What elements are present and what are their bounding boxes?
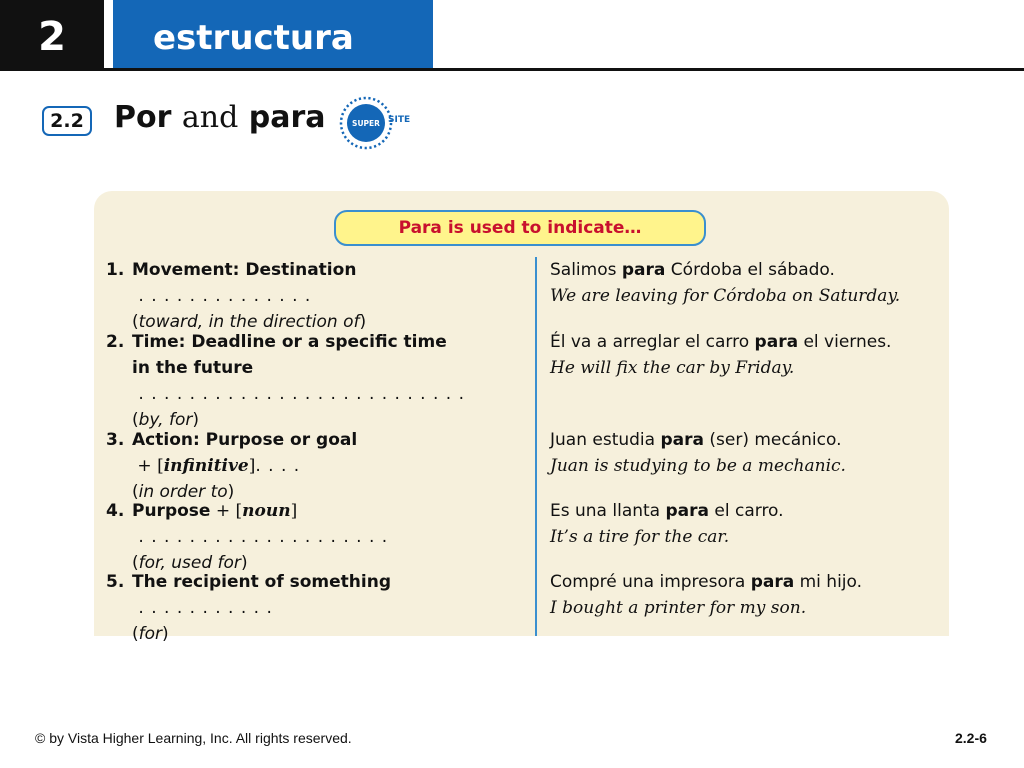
copyright-notice: © by Vista Higher Learning, Inc. All rights reserved.: [35, 730, 352, 746]
usage-gloss-line: (by, for): [132, 410, 199, 430]
supersite-logo-icon[interactable]: [338, 95, 411, 151]
usage-table-card: [94, 191, 949, 644]
usage-row-left: [106, 569, 516, 647]
supersite-label-b: SITE: [388, 115, 411, 125]
usage-row-left: [106, 329, 516, 433]
english-translation: I bought a printer for my son.: [550, 598, 807, 618]
row-number: 2.: [106, 332, 125, 352]
row-number: 4.: [106, 501, 125, 521]
usage-gloss-line: (for): [132, 624, 169, 644]
example-row: [550, 329, 940, 381]
section-number-badge: 2.2: [42, 106, 92, 136]
example-row: [550, 427, 940, 479]
usage-row-left: [106, 257, 516, 335]
row-number: 3.: [106, 430, 125, 450]
example-row: [550, 569, 940, 621]
usage-label-line: Movement: Destination . . . . . . . . . . . . . .: [132, 260, 357, 306]
column-divider: [535, 257, 537, 636]
usage-gloss-line: (in order to): [132, 482, 235, 502]
page-title: [114, 100, 326, 135]
spanish-example: Juan estudia para (ser) mecánico.: [550, 430, 842, 450]
pill-rest: is used to indicate…: [441, 218, 642, 238]
english-translation: We are leaving for Córdoba on Saturday.: [550, 286, 901, 306]
pill-keyword: Para: [398, 218, 442, 238]
spanish-example: Él va a arreglar el carro para el viernes.: [550, 332, 892, 352]
spanish-example: Compré una impresora para mi hijo.: [550, 572, 863, 592]
usage-gloss-line: (for, used for): [132, 553, 248, 573]
supersite-label-a: SUPER: [352, 119, 380, 128]
usage-label-line: in the future . . . . . . . . . . . . . . . . . . . . . . . . . .: [132, 358, 465, 404]
section-tab-estructura: estructura: [113, 0, 433, 70]
spanish-example: Es una llanta para el carro.: [550, 501, 784, 521]
usage-label-line: Time: Deadline or a specific time: [132, 332, 447, 352]
usage-gloss-line: (toward, in the direction of): [132, 312, 367, 332]
example-row: [550, 257, 940, 309]
slide-number: 2.2-6: [955, 730, 987, 746]
row-number: 1.: [106, 260, 125, 280]
title-word-para: para: [248, 100, 326, 135]
usage-row-left: [106, 498, 516, 576]
usage-row-left: [106, 427, 516, 505]
title-word-and: and: [181, 100, 239, 135]
usage-label-line: The recipient of something . . . . . . . . . . .: [132, 572, 392, 618]
english-translation: He will fix the car by Friday.: [550, 358, 795, 378]
header-rule: [0, 68, 1024, 71]
english-translation: Juan is studying to be a mechanic.: [550, 456, 846, 476]
usage-label-line: Purpose + [noun] . . . . . . . . . . . . . . . . . . . .: [132, 501, 389, 547]
example-row: [550, 498, 940, 550]
chapter-number: 2: [0, 0, 104, 70]
usage-heading-pill: [334, 210, 706, 246]
usage-label-line: Action: Purpose or goal + [infinitive]. . . .: [132, 430, 358, 476]
spanish-example: Salimos para Córdoba el sábado.: [550, 260, 835, 280]
row-number: 5.: [106, 572, 125, 592]
title-word-por: Por: [114, 100, 172, 135]
english-translation: It’s a tire for the car.: [550, 527, 730, 547]
